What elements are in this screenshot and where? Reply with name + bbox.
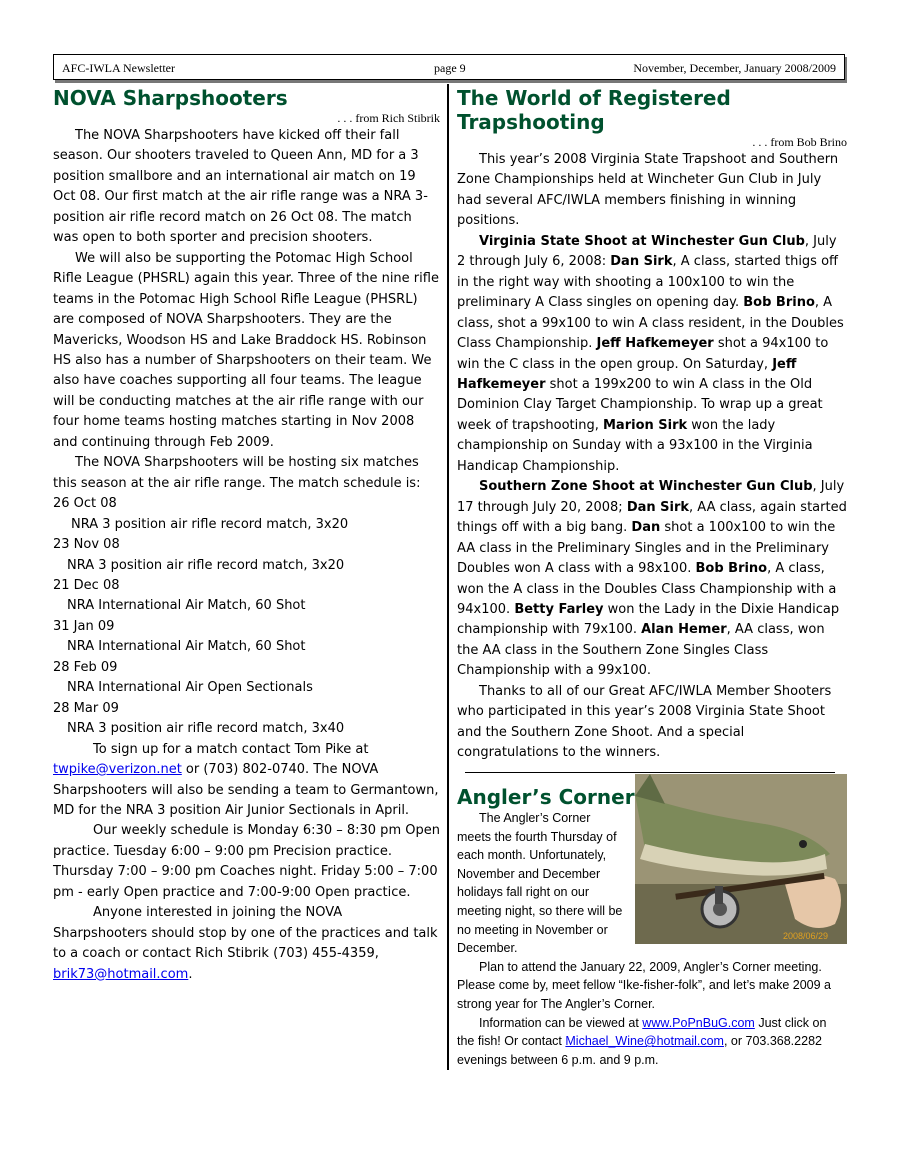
nova-paragraph-2: We will also be supporting the Potomac High School Rifle League (PHSRL) again this year. Three of the nine rifle teams in the Potomac High School Rifle League (PHSRL) are composed of NOVA Sharpshooters. They are the Mavericks, Woodson HS and Lake Braddock HS. Robinson HS also has a number of Sharpshooters on their team. We also have coaches supporting all four teams. The league will be conducting matches at the air rifle range with our four home teams hosting matches starting in Nov 2008 and continuing through Feb 2009.: [53, 250, 439, 450]
schedule-event: NRA 3 position air rifle record match, 3x20: [67, 557, 345, 573]
text: , AA class, again started things off with a big bang.: [457, 499, 847, 536]
schedule-event: NRA International Air Match, 60 Shot: [67, 639, 306, 655]
winner-name: Marion Sirk: [603, 417, 688, 433]
winner-name: Dan Sirk: [610, 254, 673, 270]
tom-pike-email-link[interactable]: twpike@verizon.net: [53, 762, 182, 778]
page-number: page 9: [434, 61, 466, 75]
issue-date: November, December, January 2008/2009: [633, 61, 836, 75]
nova-paragraph-6: [53, 903, 440, 985]
schedule-date: 23 Nov 08: [53, 537, 120, 553]
schedule-date: 31 Jan 09: [53, 618, 115, 634]
trap-paragraph-2: [457, 232, 847, 477]
winner-name: Jeff Hafkemeyer: [457, 356, 797, 392]
photo-date-stamp: 2008/06/29: [783, 931, 829, 941]
text: , A class, won the A class in the Doubles Class Championship with a 94x100.: [457, 561, 837, 617]
rich-stibrik-email-link[interactable]: brik73@hotmail.com: [53, 966, 189, 982]
text: shot a 199x200 to win A class in the Old Dominion Clay Target Championship. To wrap up a great week of trapshooting,: [457, 376, 823, 433]
winner-name: Dan: [631, 520, 661, 536]
column-divider: [447, 84, 449, 1070]
text: won the Lady in the Dixie Handicap championship with 79x100.: [457, 601, 840, 638]
schedule-event: NRA International Air Open Sectionals: [67, 680, 313, 696]
schedule-date: 26 Oct 08: [53, 496, 117, 512]
signup-text: To sign up for a match contact Tom Pike at: [93, 741, 369, 757]
contact-text-end: .: [188, 966, 193, 982]
signup-text-cont: or (703) 802-0740. The NOVA Sharpshooters will also be sending a team to Germantown, MD for the NRA 3 position Air Junior Sectionals in April.: [53, 762, 439, 818]
nova-paragraph-3: The NOVA Sharpshooters will be hosting six matches this season at the air rifle range. The match schedule is:: [53, 455, 421, 491]
text: shot a 94x100 to win the C class in the open group. On Saturday,: [457, 336, 829, 372]
schedule-event: NRA 3 position air rifle record match, 3x20: [71, 516, 349, 532]
text: shot a 100x100 to win the AA class in the Preliminary Singles and in the Preliminary Doubles won A class with a 98x100.: [457, 520, 836, 577]
winner-name: Jeff Hafkemeyer: [596, 336, 714, 352]
text: , AA class, won the AA class in the Southern Zone Singles Class Championship with a 99x100.: [457, 622, 825, 679]
text: , July 2 through July 6, 2008:: [457, 233, 837, 270]
angler-paragraph-3: [457, 1014, 847, 1070]
trap-paragraph-4: Thanks to all of our Great AFC/IWLA Member Shooters who participated in this year’s 2008 Virginia State Shoot and the Southern Zone Shoot. And a special congratulations to the winners.: [457, 683, 832, 761]
schedule-date: 28 Feb 09: [53, 659, 118, 675]
schedule-event: NRA 3 position air rifle record match, 3x40: [67, 721, 345, 737]
nova-paragraph-1: The NOVA Sharpshooters have kicked off their fall season. Our shooters traveled to Queen Ann, MD for a 3 position smallbore and an international air match on 19 Oct 08. Our first match at the air rifle range was a NRA 3-position air rifle record match on 26 Oct 08. The match was open to both sporter and precision shooters.: [53, 128, 428, 246]
section-divider: [465, 772, 835, 774]
text: won the lady championship on Sunday with a 93x100 in the Virginia Handicap Championship.: [457, 417, 813, 474]
event-name: Virginia State Shoot at Winchester Gun Club: [479, 233, 805, 249]
michael-wine-email-link[interactable]: Michael_Wine@hotmail.com: [565, 1034, 724, 1049]
trap-byline: . . . from Bob Brino: [752, 135, 847, 149]
nova-paragraph-5: Our weekly schedule is Monday 6:30 – 8:30 pm Open practice. Tuesday 6:00 – 9:00 pm Precision practice. Thursday 7:00 – 9:00 pm Coaches night. Friday 5:00 – 7:00 pm - early Open practice and 7:00-9:00 Open practice.: [53, 823, 440, 900]
winner-name: Dan Sirk: [626, 499, 690, 515]
winner-name: Alan Hemer: [641, 622, 727, 638]
page-header: [53, 54, 845, 80]
winner-name: Bob Brino: [743, 295, 815, 311]
contact-text: Anyone interested in joining the NOVA Sharpshooters should stop by one of the practices and talk to a coach or contact Rich Stibrik (703) 455-4359,: [53, 905, 438, 962]
angler-title: Angler’s Corner: [457, 785, 635, 810]
angler-paragraph-1: The Angler’s Corner meets the fourth Thursday of each month. Unfortunately, November and December holidays fall right on our meeting night, so there will be no meeting in November or December.: [457, 811, 623, 956]
nova-byline: . . . from Rich Stibrik: [337, 111, 440, 125]
fish-photo-illustration: [635, 774, 847, 944]
winner-name: Betty Farley: [514, 601, 604, 617]
trap-paragraph-3: [457, 477, 847, 682]
trap-paragraph-1: This year’s 2008 Virginia State Trapshoot and Southern Zone Championships held at Wincheter Gun Club in July had several AFC/IWLA members finishing in winning positions.: [457, 152, 839, 229]
nova-paragraph-4: [53, 740, 440, 822]
text: Information can be viewed at: [479, 1015, 643, 1030]
text: , July 17 through July 20, 2008;: [457, 479, 845, 515]
fish-photo: [635, 774, 847, 944]
schedule-event: NRA International Air Match, 60 Shot: [67, 598, 306, 614]
text: , or 703.368.2282 evenings between 6 p.m. and 9 p.m.: [457, 1034, 822, 1067]
text: Just click on the fish! Or contact: [457, 1015, 827, 1049]
winner-name: Bob Brino: [695, 561, 768, 577]
popnbug-link[interactable]: www.PoPnBuG.com: [642, 1015, 755, 1030]
match-schedule: [53, 494, 440, 739]
schedule-date: 28 Mar 09: [53, 700, 119, 716]
newsletter-name: AFC-IWLA Newsletter: [62, 61, 175, 75]
text: , A class, shot a 99x100 to win A class resident, in the Doubles Class Championship.: [457, 295, 844, 352]
schedule-date: 21 Dec 08: [53, 577, 120, 593]
trapshooting-article: [457, 86, 847, 1069]
nova-title: NOVA Sharpshooters: [53, 86, 288, 110]
angler-paragraph-2: Plan to attend the January 22, 2009, Angler’s Corner meeting. Please come by, meet fellow “Ike-fisher-folk”, and let’s make 2009 a strong year for The Angler’s Corner.: [457, 959, 832, 1012]
event-name: Southern Zone Shoot at Winchester Gun Club: [479, 479, 813, 495]
text: , A class, started thigs off in the right way with shooting a 100x100 to win the preliminary A Class singles on opening day.: [457, 254, 839, 311]
trap-title: The World of Registered Trapshooting: [457, 86, 731, 134]
nova-article: [53, 86, 440, 985]
